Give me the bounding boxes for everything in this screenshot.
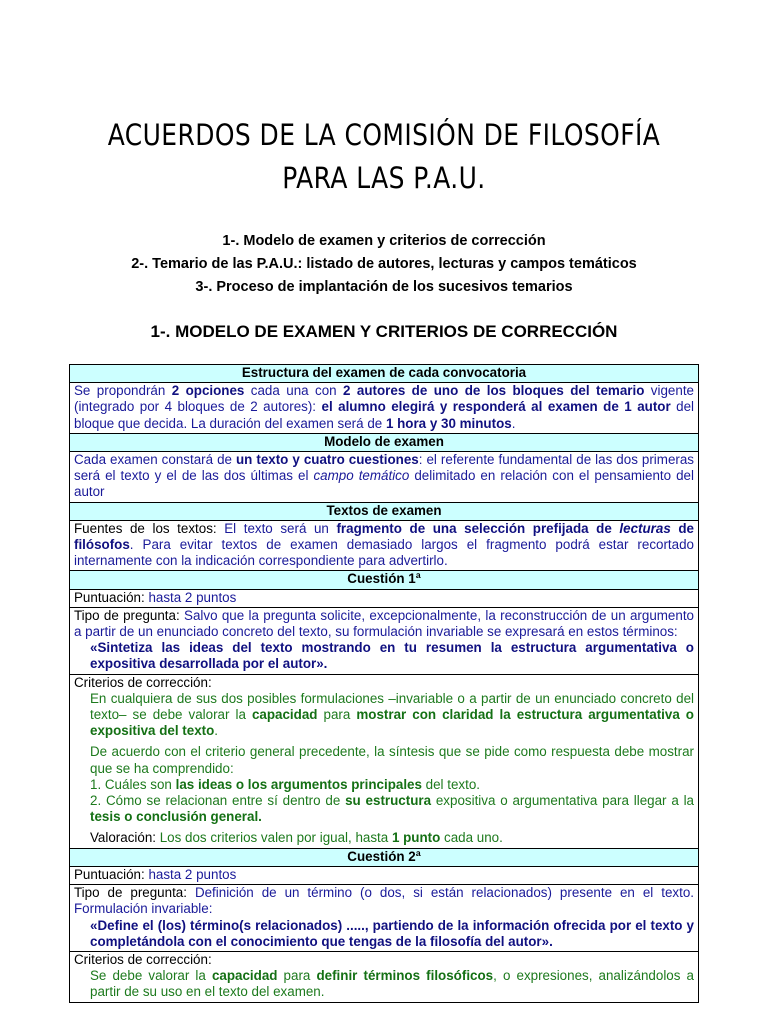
cell-paragraph: [74, 918, 694, 950]
cell-paragraph: [74, 608, 694, 640]
table-header-cell: Textos de examen: [70, 502, 699, 520]
text-run: del texto.: [421, 776, 480, 792]
table-cell: [70, 607, 699, 674]
table-cell: [70, 885, 699, 952]
text-run: .: [214, 723, 219, 739]
field-label: Criterios de corrección:: [74, 674, 212, 690]
text-run: mostrar con claridad la estructura argumentativa o expositiva del texto: [90, 707, 694, 739]
exam-model-table: [69, 364, 699, 1003]
cell-paragraph: [74, 691, 694, 740]
text-run: las ideas o los argumentos principales: [175, 776, 422, 792]
table-row: [70, 674, 699, 848]
table-header-row: [70, 433, 699, 451]
cell-paragraph: [74, 744, 694, 776]
text-run: 2 opciones: [171, 383, 245, 399]
cell-paragraph: [74, 640, 694, 672]
field-label: Puntuación:: [74, 589, 149, 605]
text-run: En cualquiera de sus dos posibles formulaciones –invariable o a partir de un enunciado concreto del texto– se debe valorar la: [90, 690, 694, 723]
text-run: del bloque que decida. La duración del examen será de: [74, 399, 695, 431]
text-run: 2 autores de uno de los bloques del temario: [343, 383, 645, 399]
table-header-cell: Cuestión 2ª: [70, 848, 699, 866]
cell-paragraph: [74, 867, 694, 883]
cell-paragraph: [74, 830, 694, 846]
text-run: hasta 2 puntos: [148, 866, 237, 882]
cell-paragraph: [74, 952, 694, 968]
text-run: para: [317, 707, 357, 723]
text-run: «Define el (los) término(s relacionados) ....., partiendo de la información ofrecida por el texto y completándola con el conocimiento que tengas de la filosofía del autor».: [90, 917, 694, 949]
cell-paragraph: [74, 675, 694, 691]
table-header-cell: Cuestión 1ª: [70, 571, 699, 589]
text-run: hasta 2 puntos: [148, 589, 237, 605]
text-run: delimitado en relación con el pensamiento del autor: [74, 468, 694, 500]
cell-paragraph: [74, 793, 694, 825]
table-cell: [70, 589, 699, 607]
contents-item-2: 2-. Temario de las P.A.U.: listado de autores, lecturas y campos temáticos: [131, 256, 637, 272]
table-cell: [70, 951, 699, 1002]
table-header-row: [70, 365, 699, 383]
cell-paragraph: [74, 521, 694, 570]
text-run: su estructura: [345, 793, 432, 809]
table-header-cell: Modelo de examen: [70, 433, 699, 451]
contents-item-1: 1-. Modelo de examen y criterios de corrección: [222, 233, 546, 249]
field-label: Criterios de corrección:: [74, 951, 212, 967]
text-run: 2. Cómo se relacionan entre sí dentro de: [90, 793, 346, 809]
text-run: : el referente fundamental de las dos primeras será el texto y el de las dos últimas el: [74, 452, 694, 484]
text-run: lecturas: [619, 520, 671, 536]
section-heading: 1-. MODELO DE EXAMEN Y CRITERIOS DE CORRECCIÓN: [150, 322, 618, 341]
table-row: [70, 885, 699, 952]
text-run: 1 punto: [391, 830, 441, 846]
field-label: Fuentes de los textos:: [74, 520, 225, 536]
table-row: [70, 866, 699, 884]
cell-paragraph: [74, 885, 694, 917]
field-label: Valoración:: [90, 830, 160, 846]
exam-model-table-body: [70, 365, 699, 1003]
cell-paragraph: [74, 452, 694, 501]
text-run: Cada examen constará de: [74, 452, 236, 468]
field-label: Puntuación:: [74, 866, 149, 882]
text-run: 1. Cuáles son: [90, 776, 176, 792]
cell-paragraph: [74, 777, 694, 793]
cell-paragraph: [74, 968, 694, 1000]
text-run: , o expresiones, analizándolos a partir de su uso en el texto del examen.: [90, 968, 694, 1000]
table-cell: [70, 866, 699, 884]
text-run: capacidad: [251, 707, 318, 723]
text-run: El texto será un: [224, 520, 337, 536]
text-run: el alumno elegirá y responderá al examen de 1 autor: [321, 399, 671, 415]
table-row: [70, 452, 699, 503]
text-run: capacidad: [211, 968, 278, 984]
text-run: campo temático: [313, 468, 410, 484]
table-cell: [70, 452, 699, 503]
table-cell: [70, 520, 699, 571]
text-run: Los dos criterios valen por igual, hasta: [159, 830, 392, 846]
table-row: [70, 383, 699, 434]
text-run: un texto y cuatro cuestiones: [235, 452, 419, 468]
text-run: .: [511, 415, 516, 431]
contents-item-3: 3-. Proceso de implantación de los sucesivos temarios: [195, 279, 573, 295]
table-row: [70, 951, 699, 1002]
table-header-cell: Estructura del examen de cada convocatoria: [70, 365, 699, 383]
text-run: «Sintetiza las ideas del texto mostrando en tu resumen la estructura argumentativa o expositiva desarrollada por el autor».: [90, 640, 694, 672]
document-contents-list: [0, 230, 768, 299]
text-run: cada uno.: [440, 830, 503, 846]
cell-paragraph: [74, 590, 694, 606]
text-run: Se propondrán: [74, 383, 172, 399]
text-run: Se debe valorar la: [90, 968, 212, 984]
text-run: . Para evitar textos de examen demasiado largos el fragmento podrá estar recortado internamente con la indicación correspondiente para advertirlo.: [74, 537, 694, 569]
field-label: Tipo de pregunta:: [74, 885, 195, 901]
text-run: vigente (integrado por 4 bloques de 2 autores):: [74, 383, 694, 415]
text-run: tesis o conclusión general.: [90, 809, 262, 825]
text-run: De acuerdo con el criterio general precedente, la síntesis que se pide como respuesta debe mostrar que se ha comprendido:: [90, 744, 694, 776]
cell-paragraph: [74, 383, 694, 432]
table-header-row: [70, 502, 699, 520]
table-row: [70, 607, 699, 674]
field-label: Tipo de pregunta:: [74, 607, 185, 623]
text-run: de filósofos: [74, 520, 694, 553]
table-cell: [70, 674, 699, 848]
table-header-row: [70, 848, 699, 866]
document-title-line-2: PARA LAS P.A.U.: [282, 161, 486, 195]
text-run: cada una con: [244, 383, 344, 399]
table-header-row: [70, 571, 699, 589]
text-run: Definición de un término (o dos, si están relacionados) presente en el texto. Formulación invariable:: [74, 885, 694, 917]
text-run: Salvo que la pregunta solicite, excepcionalmente, la reconstrucción de un argumento a partir de un enunciado concreto del texto, su formulación invariable se expresará en estos términos:: [74, 607, 694, 640]
table-cell: [70, 383, 699, 434]
document-title-line-1: ACUERDOS DE LA COMISIÓN DE FILOSOFÍA: [107, 118, 661, 152]
text-run: fragmento de una selección prefijada de: [336, 520, 620, 536]
table-row: [70, 520, 699, 571]
text-run: expositiva o argumentativa para llegar a la: [431, 793, 694, 809]
text-run: definir términos filosóficos: [316, 968, 494, 984]
text-run: para: [277, 968, 317, 984]
text-run: 1 hora y 30 minutos: [385, 415, 512, 431]
table-row: [70, 589, 699, 607]
